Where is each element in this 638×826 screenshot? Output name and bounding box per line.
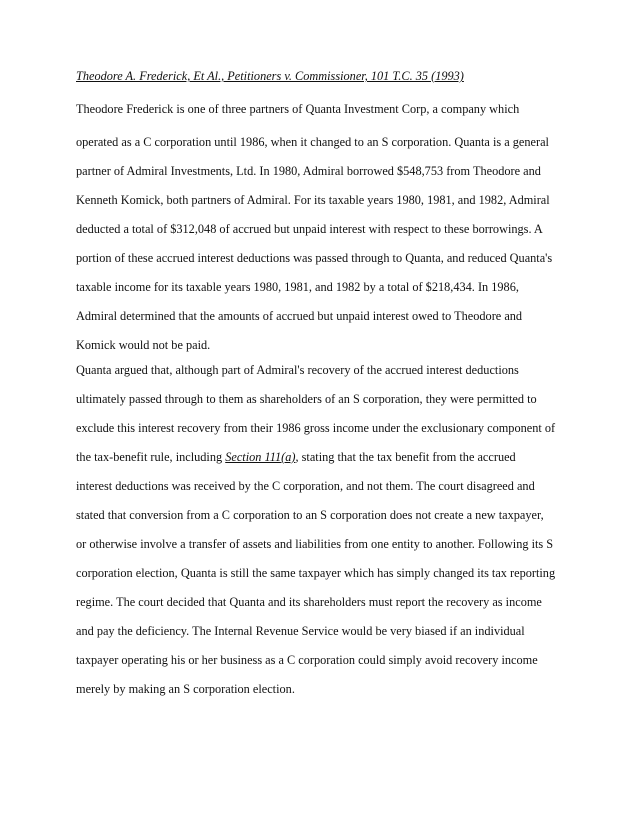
paragraph-line: or otherwise involve a transfer of assets and liabilities from one entity to another. Following its S [76,537,554,551]
paragraph-text: , stating that the tax benefit from the accrued [295,450,516,464]
paragraph-line: deducted a total of $312,048 of accrued but unpaid interest with respect to these borrowings. A [76,222,543,236]
paragraph-line: Theodore Frederick is one of three partners of Quanta Investment Corp, a company which [76,102,520,116]
paragraph-line: corporation election, Quanta is still the same taxpayer which has simply changed its tax reporting [76,566,556,580]
paragraph-line: taxable income for its taxable years 1980, 1981, and 1982 by a total of $218,434. In 1986, [76,280,519,294]
section-reference-link[interactable]: Section 111(a) [225,450,296,464]
paragraph-line: operated as a C corporation until 1986, when it changed to an S corporation. Quanta is a general [76,135,549,149]
paragraph-line: stated that conversion from a C corporation to an S corporation does not create a new taxpayer, [76,508,544,522]
paragraph-line: interest deductions was received by the C corporation, and not them. The court disagreed and [76,479,535,493]
case-title: Theodore A. Frederick, Et Al., Petitioners v. Commissioner, 101 T.C. 35 (1993) [76,69,464,83]
paragraph-line-with-reference [76,449,576,465]
paragraph-line: exclude this interest recovery from their 1986 gross income under the exclusionary component of [76,421,556,435]
paragraph-line: partner of Admiral Investments, Ltd. In 1980, Admiral borrowed $548,753 from Theodore and [76,164,541,178]
paragraph-line: taxpayer operating his or her business as a C corporation could simply avoid recovery income [76,653,538,667]
paragraph-line: ultimately passed through to them as shareholders of an S corporation, they were permitted to [76,392,537,406]
paragraph-text: the tax-benefit rule, including [76,450,223,464]
paragraph-line: regime. The court decided that Quanta and its shareholders must report the recovery as income [76,595,542,609]
paragraph-line: Admiral determined that the amounts of accrued but unpaid interest owed to Theodore and [76,309,523,323]
paragraph-line: merely by making an S corporation election. [76,682,295,696]
paragraph-line: portion of these accrued interest deductions was passed through to Quanta, and reduced Quanta's [76,251,553,265]
paragraph-line: Kenneth Komick, both partners of Admiral. For its taxable years 1980, 1981, and 1982, Admiral [76,193,550,207]
paragraph-line: and pay the deficiency. The Internal Revenue Service would be very biased if an individual [76,624,525,638]
paragraph-line: Quanta argued that, although part of Admiral's recovery of the accrued interest deductions [76,363,519,377]
paragraph-line: Komick would not be paid. [76,338,211,352]
